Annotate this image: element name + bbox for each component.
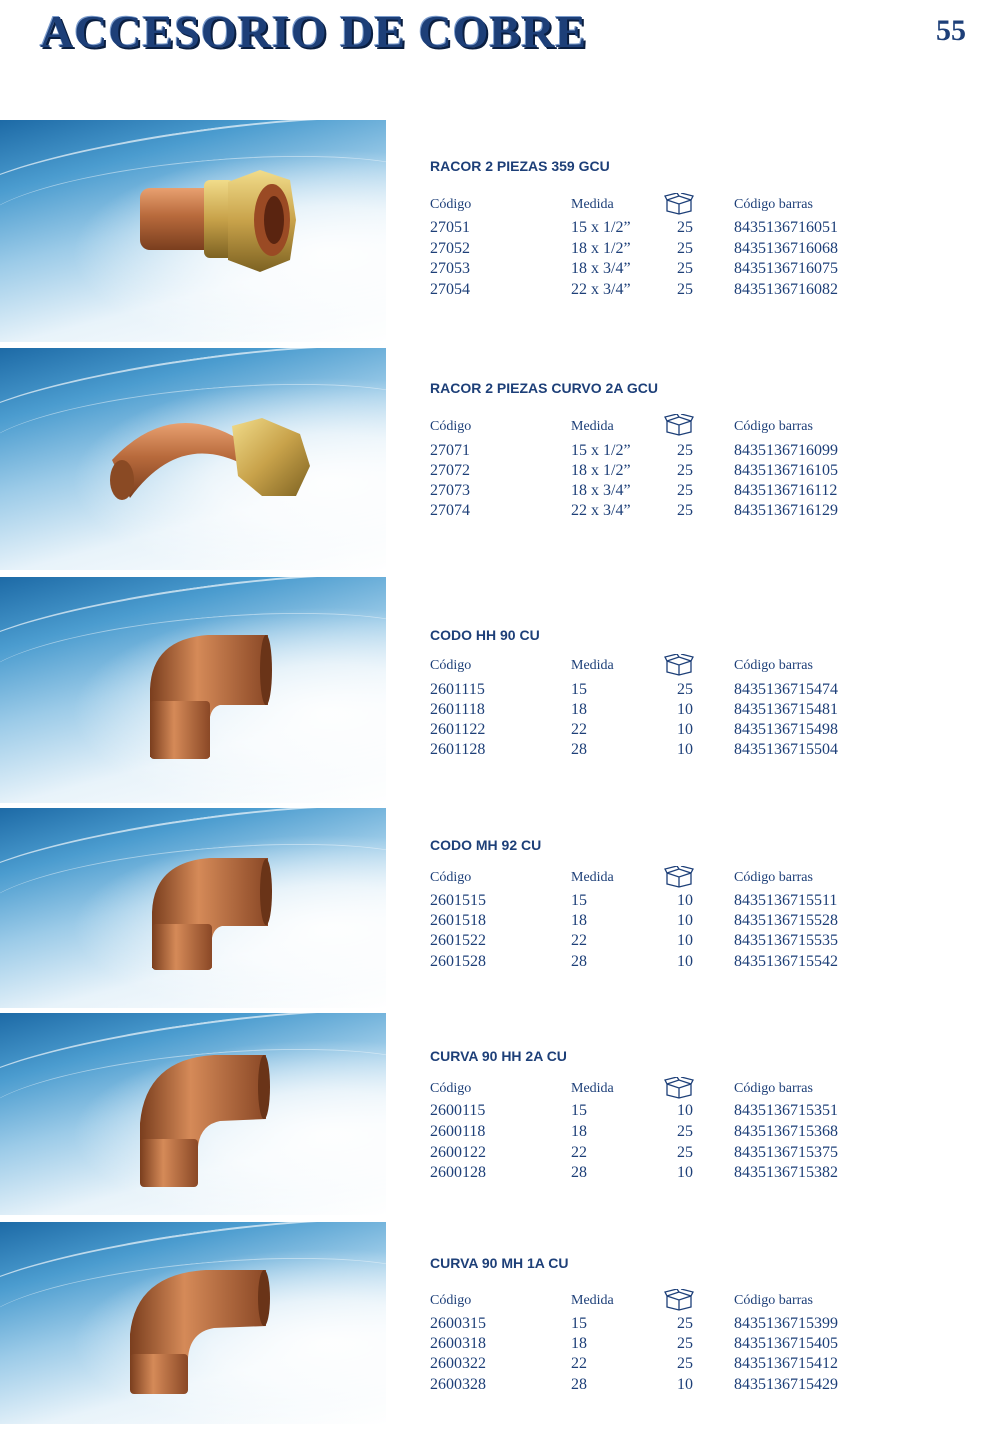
row-size: 15 <box>571 892 587 909</box>
row-qty: 25 <box>677 219 693 236</box>
column-header-code: Código <box>430 1293 472 1308</box>
row-code: 2601128 <box>430 741 486 758</box>
row-size: 15 <box>571 1315 587 1332</box>
copper-bend-image <box>0 1222 386 1424</box>
row-code: 2600128 <box>430 1164 486 1181</box>
copper-elbow-image <box>0 577 386 803</box>
row-qty: 25 <box>677 502 693 519</box>
row-code: 2601118 <box>430 701 485 718</box>
product-photo-band <box>0 1013 386 1215</box>
row-barcode: 8435136716105 <box>734 462 838 479</box>
product-photo-band <box>0 808 386 1008</box>
row-barcode: 8435136715405 <box>734 1335 838 1352</box>
row-size: 15 x 1/2” <box>571 442 631 459</box>
row-size: 28 <box>571 1164 587 1181</box>
row-barcode: 8435136715375 <box>734 1144 838 1161</box>
row-code: 2601522 <box>430 932 486 949</box>
row-qty: 10 <box>677 932 693 949</box>
row-code: 27073 <box>430 482 470 499</box>
product-title: RACOR 2 PIEZAS 359 GCU <box>430 158 610 174</box>
column-header-code: Código <box>430 1081 472 1096</box>
row-qty: 10 <box>677 721 693 738</box>
row-size: 22 x 3/4” <box>571 281 631 298</box>
box-icon <box>664 1289 694 1311</box>
row-qty: 25 <box>677 1315 693 1332</box>
row-qty: 10 <box>677 741 693 758</box>
row-barcode: 8435136715382 <box>734 1164 838 1181</box>
row-barcode: 8435136715474 <box>734 681 838 698</box>
row-barcode: 8435136715481 <box>734 701 838 718</box>
page-number: 55 <box>936 14 966 47</box>
product-title: CURVA 90 HH 2A CU <box>430 1048 567 1064</box>
row-qty: 10 <box>677 1102 693 1119</box>
row-size: 28 <box>571 1376 587 1393</box>
row-qty: 25 <box>677 462 693 479</box>
box-icon <box>664 654 694 676</box>
product-photo-band <box>0 577 386 803</box>
row-size: 18 x 1/2” <box>571 462 631 479</box>
row-qty: 10 <box>677 953 693 970</box>
row-size: 22 <box>571 1355 587 1372</box>
product-title: CODO HH 90 CU <box>430 627 540 643</box>
row-qty: 25 <box>677 260 693 277</box>
column-header-size: Medida <box>571 1081 614 1096</box>
row-size: 15 <box>571 1102 587 1119</box>
row-barcode: 8435136716112 <box>734 482 838 499</box>
row-qty: 25 <box>677 1123 693 1140</box>
row-size: 18 x 3/4” <box>571 482 631 499</box>
row-size: 28 <box>571 741 587 758</box>
row-code: 2601122 <box>430 721 486 738</box>
row-code: 2600118 <box>430 1123 486 1140</box>
curved-union-fitting-image <box>0 348 386 570</box>
copper-bend-image <box>0 1013 386 1215</box>
product-photo-band <box>0 1222 386 1424</box>
row-barcode: 8435136716075 <box>734 260 838 277</box>
row-qty: 10 <box>677 1376 693 1393</box>
column-header-code: Código <box>430 197 472 212</box>
row-size: 22 <box>571 721 587 738</box>
column-header-size: Medida <box>571 658 614 673</box>
product-title: RACOR 2 PIEZAS CURVO 2A GCU <box>430 380 658 396</box>
row-code: 27054 <box>430 281 470 298</box>
column-header-code: Código <box>430 658 472 673</box>
row-qty: 25 <box>677 281 693 298</box>
row-size: 28 <box>571 953 587 970</box>
row-size: 15 <box>571 681 587 698</box>
row-size: 22 <box>571 932 587 949</box>
row-code: 27071 <box>430 442 470 459</box>
row-barcode: 8435136715535 <box>734 932 838 949</box>
column-header-size: Medida <box>571 197 614 212</box>
box-icon <box>664 866 694 888</box>
row-barcode: 8435136715542 <box>734 953 838 970</box>
row-barcode: 8435136715368 <box>734 1123 838 1140</box>
row-size: 22 <box>571 1144 587 1161</box>
brass-union-fitting-image <box>0 120 386 342</box>
box-icon <box>664 193 694 215</box>
row-size: 18 x 1/2” <box>571 240 631 257</box>
row-barcode: 8435136715511 <box>734 892 838 909</box>
row-code: 2600328 <box>430 1376 486 1393</box>
row-code: 2600315 <box>430 1315 486 1332</box>
box-icon <box>664 414 694 436</box>
row-qty: 10 <box>677 912 693 929</box>
box-icon <box>664 1077 694 1099</box>
row-size: 18 <box>571 912 587 929</box>
column-header-barcode: Código barras <box>734 1081 813 1096</box>
row-code: 2600115 <box>430 1102 486 1119</box>
row-code: 27051 <box>430 219 470 236</box>
page-title: ACCESORIO DE COBRE <box>40 6 588 57</box>
row-size: 15 x 1/2” <box>571 219 631 236</box>
row-code: 2601518 <box>430 912 486 929</box>
row-barcode: 8435136715412 <box>734 1355 838 1372</box>
row-code: 27052 <box>430 240 470 257</box>
row-qty: 25 <box>677 1144 693 1161</box>
row-qty: 25 <box>677 240 693 257</box>
row-qty: 10 <box>677 1164 693 1181</box>
product-title: CODO MH 92 CU <box>430 837 542 853</box>
row-qty: 25 <box>677 1335 693 1352</box>
row-barcode: 8435136715504 <box>734 741 838 758</box>
row-size: 18 <box>571 1335 587 1352</box>
row-size: 18 <box>571 1123 587 1140</box>
column-header-code: Código <box>430 419 472 434</box>
row-barcode: 8435136715429 <box>734 1376 838 1393</box>
row-qty: 10 <box>677 892 693 909</box>
row-code: 27072 <box>430 462 470 479</box>
column-header-barcode: Código barras <box>734 658 813 673</box>
row-code: 27074 <box>430 502 470 519</box>
row-barcode: 8435136715399 <box>734 1315 838 1332</box>
row-qty: 25 <box>677 482 693 499</box>
row-code: 2601528 <box>430 953 486 970</box>
column-header-size: Medida <box>571 419 614 434</box>
column-header-barcode: Código barras <box>734 419 813 434</box>
column-header-barcode: Código barras <box>734 1293 813 1308</box>
row-barcode: 8435136716082 <box>734 281 838 298</box>
row-barcode: 8435136716051 <box>734 219 838 236</box>
copper-elbow-image <box>0 808 386 1008</box>
row-code: 2601515 <box>430 892 486 909</box>
row-barcode: 8435136716099 <box>734 442 838 459</box>
row-qty: 25 <box>677 1355 693 1372</box>
row-size: 22 x 3/4” <box>571 502 631 519</box>
row-barcode: 8435136715498 <box>734 721 838 738</box>
product-photo-band <box>0 348 386 570</box>
column-header-code: Código <box>430 870 472 885</box>
row-code: 27053 <box>430 260 470 277</box>
row-code: 2601115 <box>430 681 485 698</box>
row-qty: 25 <box>677 681 693 698</box>
product-photo-band <box>0 120 386 342</box>
row-code: 2600318 <box>430 1335 486 1352</box>
row-size: 18 x 3/4” <box>571 260 631 277</box>
column-header-size: Medida <box>571 870 614 885</box>
column-header-barcode: Código barras <box>734 197 813 212</box>
row-qty: 25 <box>677 442 693 459</box>
column-header-barcode: Código barras <box>734 870 813 885</box>
row-barcode: 8435136716068 <box>734 240 838 257</box>
row-barcode: 8435136715351 <box>734 1102 838 1119</box>
column-header-size: Medida <box>571 1293 614 1308</box>
row-barcode: 8435136715528 <box>734 912 838 929</box>
product-title: CURVA 90 MH 1A CU <box>430 1255 569 1271</box>
row-code: 2600322 <box>430 1355 486 1372</box>
row-size: 18 <box>571 701 587 718</box>
row-code: 2600122 <box>430 1144 486 1161</box>
row-barcode: 8435136716129 <box>734 502 838 519</box>
row-qty: 10 <box>677 701 693 718</box>
